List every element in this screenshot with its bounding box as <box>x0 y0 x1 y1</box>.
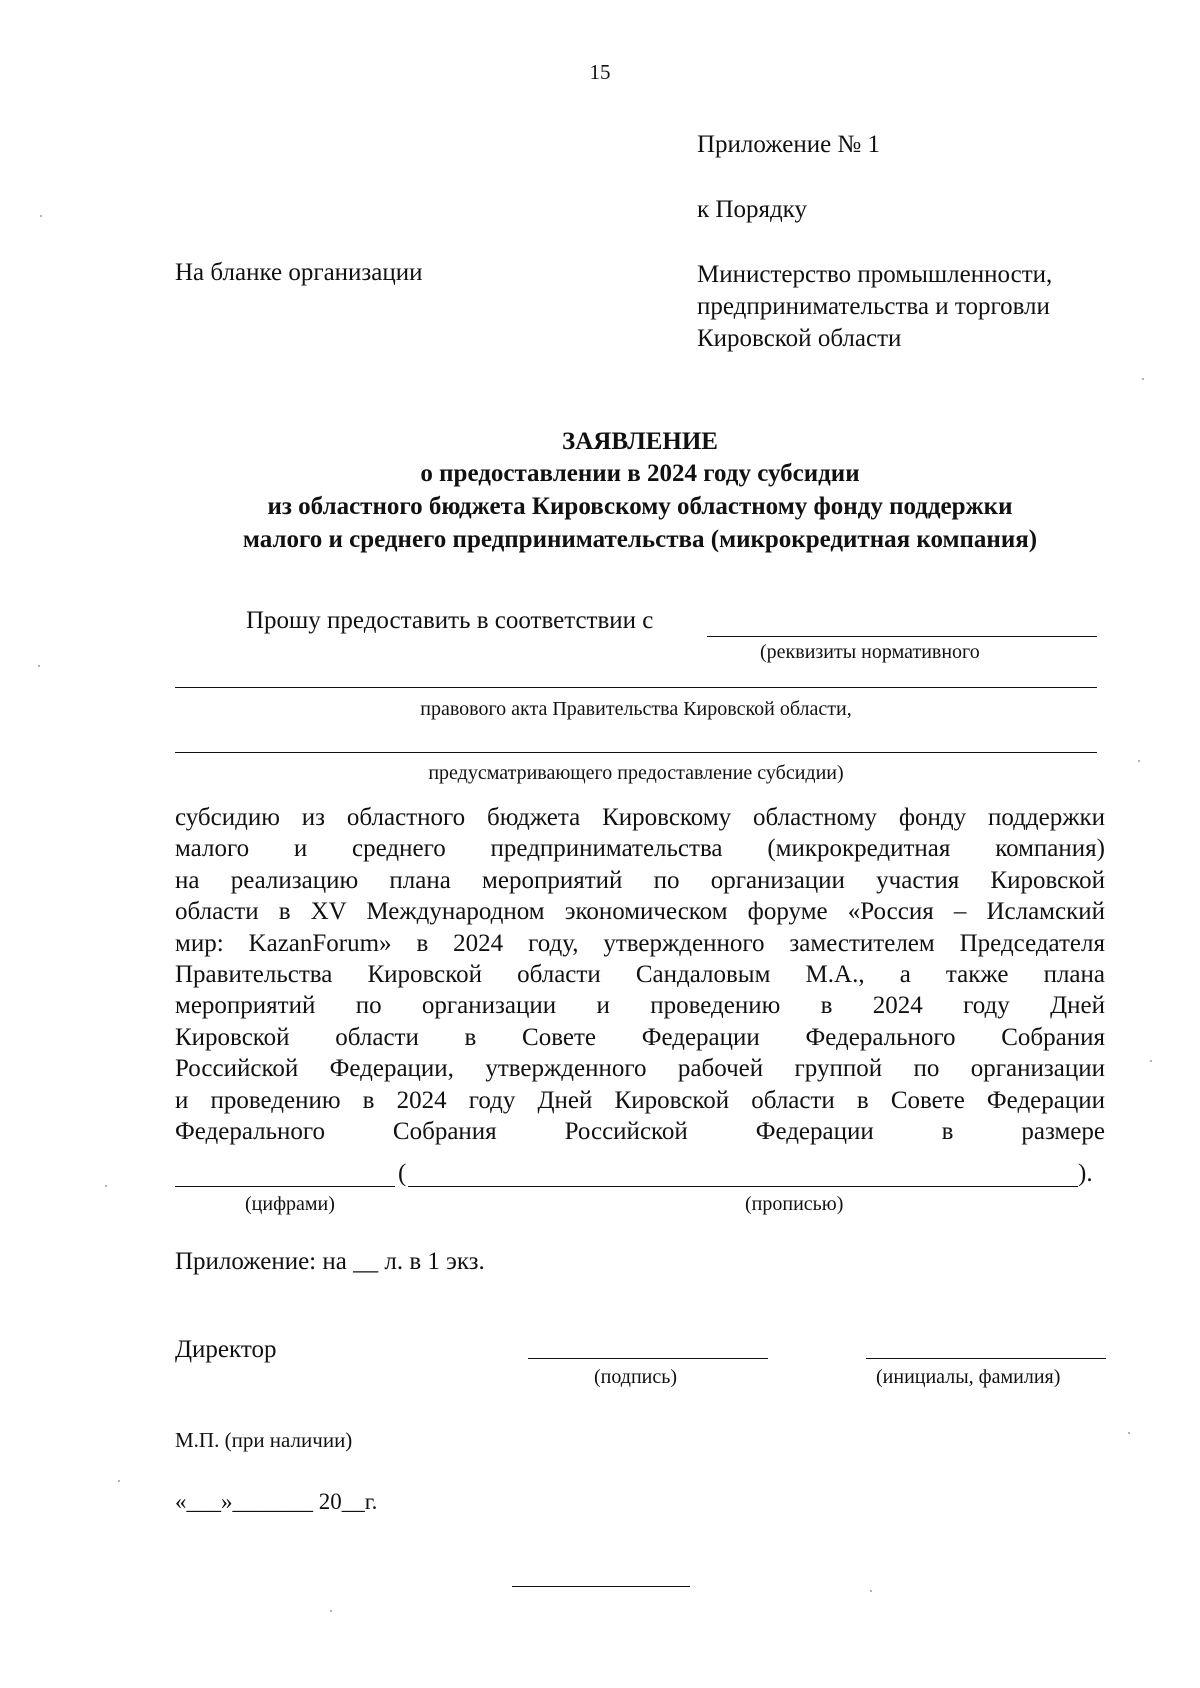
paragraph-line: Российской Федерации, утвержденного рабочей группой по организации <box>175 1055 1105 1083</box>
paragraph-line: Федерального Собрания Российской Федерации в размере <box>175 1117 1105 1145</box>
appendix-number: Приложение № 1 <box>697 131 881 158</box>
scan-speck <box>40 215 42 217</box>
attachment-line <box>175 1248 485 1276</box>
scan-speck <box>1138 760 1140 762</box>
request-intro: Прошу предоставить в соответствии с <box>246 607 654 634</box>
addressee-line: Кировской области <box>697 325 902 352</box>
stamp-note: М.П. (при наличии) <box>175 1428 353 1452</box>
paragraph-line: на реализацию плана мероприятий по организации участия Кировской <box>175 866 1105 894</box>
signature-field[interactable] <box>528 1358 768 1359</box>
end-divider <box>512 1586 690 1587</box>
attachment-pages-blank[interactable]: __ <box>353 1248 379 1275</box>
addressee-block <box>697 259 1117 355</box>
paragraph-line: Кировской области в Совете Федерации Федерального Собрания <box>175 1023 1105 1051</box>
date-line[interactable]: «___»_______ 20__г. <box>175 1489 378 1514</box>
paragraph-line: и проведению в 2024 году Дней Кировской области в Совете Федерации <box>175 1086 1105 1114</box>
caption-name: (инициалы, фамилия) <box>876 1366 1061 1388</box>
attachment-suffix: л. в 1 экз. <box>384 1248 485 1275</box>
signer-role: Директор <box>175 1336 277 1363</box>
act-reference-field-line2[interactable] <box>175 687 1097 688</box>
caption-act-government: правового акта Правительства Кировской области, <box>420 698 852 720</box>
document-title: ЗАЯВЛЕНИЕ <box>562 428 718 455</box>
amount-digits-field[interactable] <box>175 1186 395 1187</box>
scan-speck <box>330 1610 332 1612</box>
paragraph-line: области в XV Международном экономическом форуме «Россия – Исламский <box>175 898 1105 926</box>
amount-open-paren: ( <box>398 1160 407 1187</box>
request-paragraph <box>175 802 1105 1147</box>
name-field[interactable] <box>866 1358 1106 1359</box>
caption-words: (прописью) <box>745 1193 844 1215</box>
paragraph-line: мероприятий по организации и проведению в 2024 году Дней <box>175 992 1105 1020</box>
addressee-line: Министерство промышленности, <box>697 261 1053 288</box>
scan-speck <box>870 1590 872 1592</box>
caption-act-details: (реквизиты нормативного <box>760 641 980 663</box>
scan-speck <box>1128 1432 1130 1434</box>
scan-speck <box>1150 1060 1152 1062</box>
act-reference-field[interactable] <box>707 636 1097 637</box>
caption-act-subsidy: предусматривающего предоставление субсидии) <box>428 762 844 784</box>
title-subline: малого и среднего предпринимательства (микрокредитная компания) <box>242 526 1038 553</box>
page-number: 15 <box>589 60 611 84</box>
appendix-reference: к Порядку <box>697 196 807 223</box>
attachment-prefix: Приложение: на <box>175 1248 347 1275</box>
paragraph-line: мир: KazanForum» в 2024 году, утвержденного заместителем Председателя <box>175 929 1105 957</box>
paragraph-line: Правительства Кировской области Сандаловым М.А., а также плана <box>175 960 1105 988</box>
title-subline: о предоставлении в 2024 году субсидии <box>420 460 860 487</box>
title-subline: из областного бюджета Кировскому областному фонду поддержки <box>267 493 1013 520</box>
paragraph-line: малого и среднего предпринимательства (микрокредитная компания) <box>175 835 1105 863</box>
scan-speck <box>1142 378 1144 380</box>
addressee-line: предпринимательства и торговли <box>697 293 1050 320</box>
scan-speck <box>118 1480 120 1482</box>
amount-words-field[interactable] <box>408 1186 1078 1187</box>
caption-digits: (цифрами) <box>245 1193 335 1215</box>
letterhead-note: На бланке организации <box>175 259 423 286</box>
act-reference-field-line3[interactable] <box>175 752 1097 753</box>
amount-close-paren: ). <box>1078 1160 1093 1187</box>
caption-signature: (подпись) <box>594 1366 678 1388</box>
paragraph-line: субсидию из областного бюджета Кировскому областному фонду поддержки <box>175 804 1105 831</box>
scan-speck <box>105 1185 107 1187</box>
scan-speck <box>38 665 40 667</box>
